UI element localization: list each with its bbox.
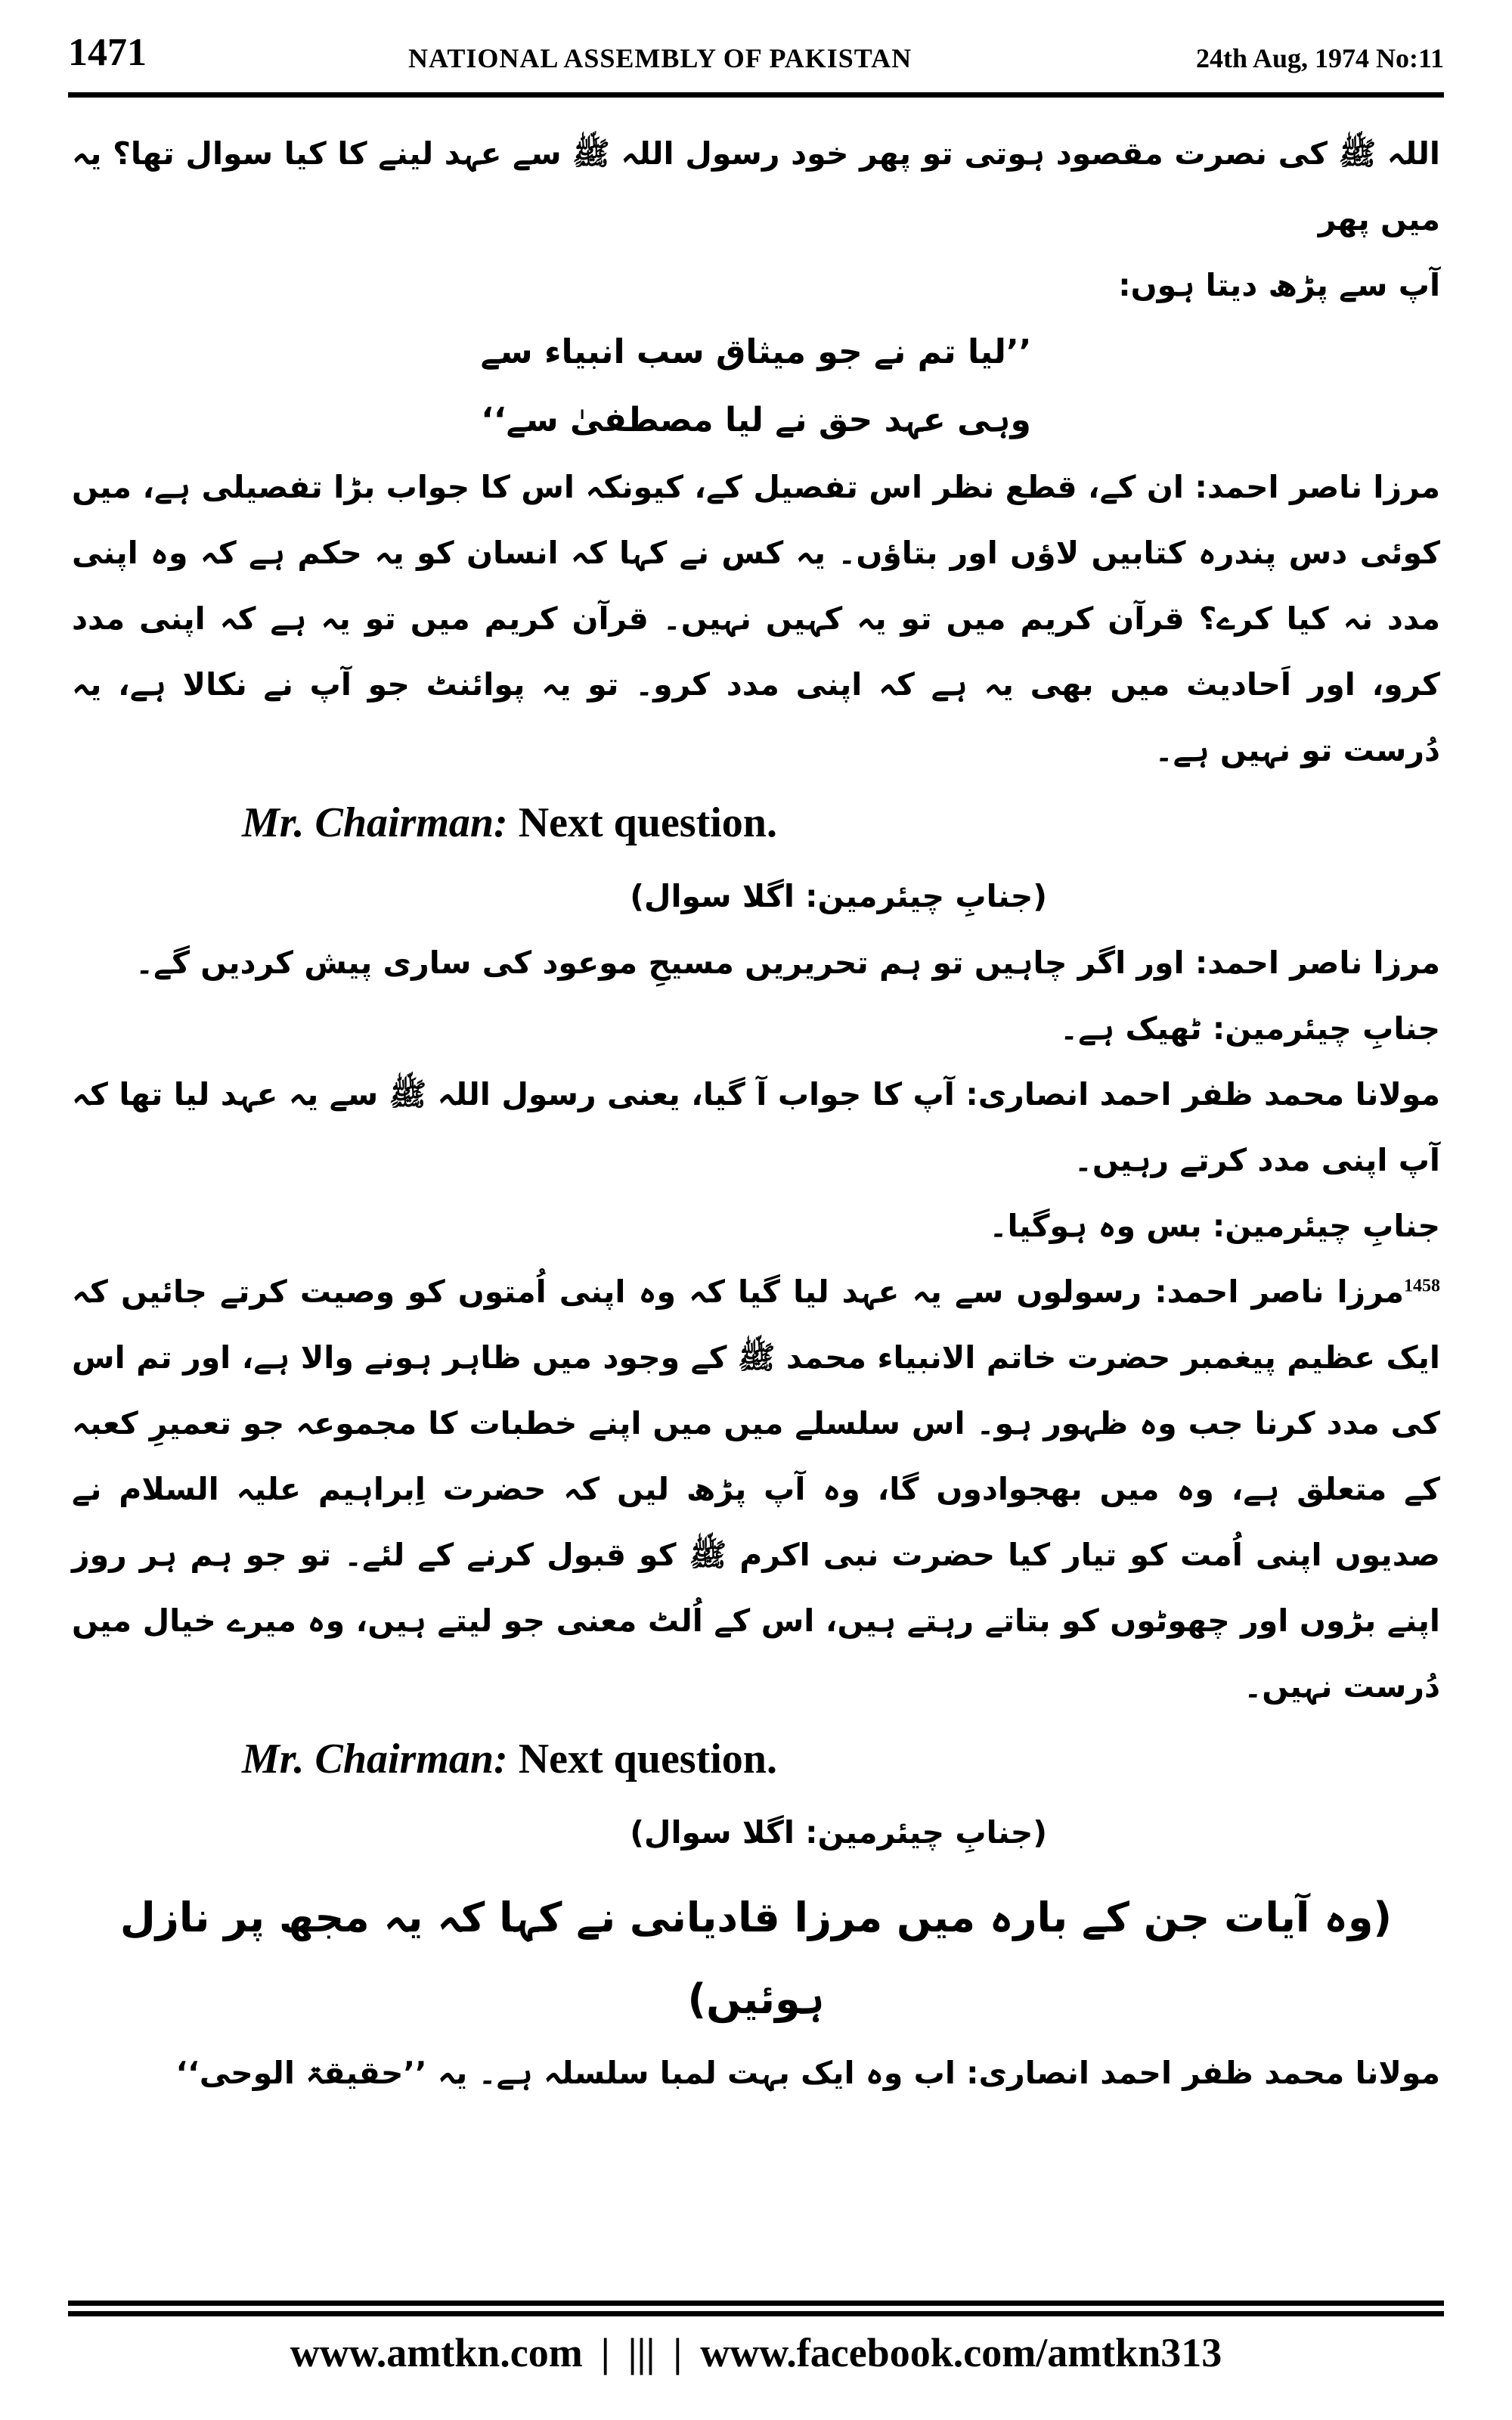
footer-marks: ||| bbox=[627, 2330, 655, 2375]
header-date: 24th Aug, 1974 No:11 bbox=[1195, 43, 1444, 73]
chairman-urdu-2: (جنابِ چیئرمین: اگلا سوال) bbox=[630, 1814, 1047, 1851]
speech-mirza-3 bbox=[72, 1259, 1440, 1720]
speech-text: بس وہ ہوگیا۔ bbox=[989, 1208, 1213, 1244]
speaker-name: مولانا محمد ظفر احمد انصاری: bbox=[965, 1076, 1440, 1112]
speaker-name: جنابِ چیئرمین: bbox=[1212, 1010, 1440, 1047]
speaker-name: مرزا ناصر احمد: bbox=[1154, 1274, 1404, 1310]
chairman-text: Next question. bbox=[507, 799, 777, 846]
speaker-name: جنابِ چیئرمین: bbox=[1212, 1208, 1440, 1244]
section-heading: (وہ آیات جن کے بارہ میں مرزا قادیانی نے کہا کہ یہ مجھ پر نازل ہوئیں) bbox=[119, 1894, 1393, 2023]
speaker-name: مرزا ناصر احمد: bbox=[1194, 469, 1440, 505]
paragraph-1 bbox=[72, 121, 1440, 318]
chairman-label: Mr. Chairman: bbox=[242, 799, 508, 846]
footer-website-link[interactable]: www.amtkn.com bbox=[290, 2330, 583, 2375]
page-number: 1471 bbox=[68, 31, 147, 74]
speech-mirza-1 bbox=[72, 455, 1440, 783]
speech-text: آپ کا جواب آ گیا، یعنی رسول اللہ ﷺ سے یہ عہد لیا تھا کہ آپ اپنی مدد کرتے رہیں۔ bbox=[72, 1076, 1440, 1178]
page-marker: 1458 bbox=[1404, 1276, 1440, 1296]
page-content bbox=[72, 121, 1440, 2106]
footer-separator: | bbox=[673, 2330, 683, 2375]
chairman-urdu-1: (جنابِ چیئرمین: اگلا سوال) bbox=[630, 878, 1047, 914]
footer-separator: | bbox=[600, 2330, 610, 2375]
verse-line-1: ’’لیا تم نے جو میثاق سب انبیاء سے bbox=[480, 333, 1032, 371]
speech-text: رسولوں سے یہ عہد لیا گیا کہ وہ اپنی اُمتوں کو وصیت کرتے جائیں کہ ایک عظیم پیغمبر حضرت خاتم الانبیاء محمد ﷺ کے وجود میں ظاہر ہونے والا ہے، اور تم اس کی مدد کرنا جب وہ ظہور ہو۔ اس سلسلے میں میں اپنے خطبات کا مجموعہ جو تعمیرِ کعبہ کے متعلق ہے، وہ میں بھجوادوں گا، وہ آپ پڑھ لیں کہ حضرت اِبراہیم علیہ السلام نے صدیوں اپنی اُمت کو تیار کیا حضرت نبی اکرم ﷺ کو قبول کرنے کے لئے۔ تو جو ہم ہر روز اپنے بڑوں اور چھوٹوں کو بتاتے رہتے ہیں، اس کے اُلٹ معنی جو لیتے ہیں، وہ میرے خیال میں دُرست نہیں۔ bbox=[72, 1274, 1440, 1705]
speech-mirza-2 bbox=[72, 930, 1440, 996]
page-header bbox=[68, 30, 1444, 83]
speech-ansari-1 bbox=[72, 1062, 1440, 1193]
chairman-english-1 bbox=[72, 783, 1440, 862]
speech-chairman-1 bbox=[72, 996, 1440, 1062]
speech-text: اب وہ ایک بہت لمبا سلسلہ ہے۔ یہ ’’حقیقۃ الوحی‘‘ bbox=[175, 2055, 967, 2091]
speech-chairman-2 bbox=[72, 1193, 1440, 1259]
footer-facebook-link[interactable]: www.facebook.com/amtkn313 bbox=[700, 2330, 1222, 2375]
speaker-name: مرزا ناصر احمد: bbox=[1194, 945, 1440, 981]
verse-line-2: وہی عہد حق نے لیا مصطفیٰ سے‘‘ bbox=[481, 401, 1031, 439]
speech-text: ٹھیک ہے۔ bbox=[1060, 1010, 1213, 1047]
chairman-text: Next question. bbox=[507, 1736, 777, 1782]
speech-text: ان کے، قطع نظر اس تفصیل کے، کیونکہ اس کا جواب بڑا تفصیلی ہے، میں کوئی دس پندرہ کتابیں لاؤں اور بتاؤں۔ یہ کس نے کہا کہ انسان کو یہ حکم ہے کہ وہ اپنی مدد نہ کیا کرے؟ قرآن کریم میں تو یہ کہیں نہیں۔ قرآن کریم میں تو یہ ہے کہ اپنی مدد کرو، اور اَحادیث میں بھی یہ ہے کہ اپنی مدد کرو۔ تو یہ پوائنٹ جو آپ نے نکالا ہے، یہ دُرست تو نہیں ہے۔ bbox=[72, 469, 1440, 768]
page-footer bbox=[68, 2329, 1444, 2376]
footer-rule-top bbox=[68, 2301, 1444, 2306]
paragraph-text: آپ سے پڑھ دیتا ہوں: bbox=[1118, 267, 1440, 303]
speech-ansari-2 bbox=[72, 2040, 1440, 2106]
header-title: NATIONAL ASSEMBLY OF PAKISTAN bbox=[408, 43, 912, 73]
chairman-label: Mr. Chairman: bbox=[242, 1736, 508, 1782]
chairman-english-2 bbox=[72, 1720, 1440, 1798]
footer-rule-bottom bbox=[68, 2311, 1444, 2316]
speech-text: اور اگر چاہیں تو ہم تحریریں مسیحِ موعود کی ساری پیش کردیں گے۔ bbox=[135, 945, 1195, 981]
speaker-name: مولانا محمد ظفر احمد انصاری: bbox=[966, 2055, 1440, 2091]
paragraph-text: اللہ ﷺ کی نصرت مقصود ہوتی تو پھر خود رسول اللہ ﷺ سے عہد لینے کا کیا سوال تھا؟ یہ میں پھر bbox=[72, 135, 1440, 237]
header-rule bbox=[68, 92, 1444, 98]
